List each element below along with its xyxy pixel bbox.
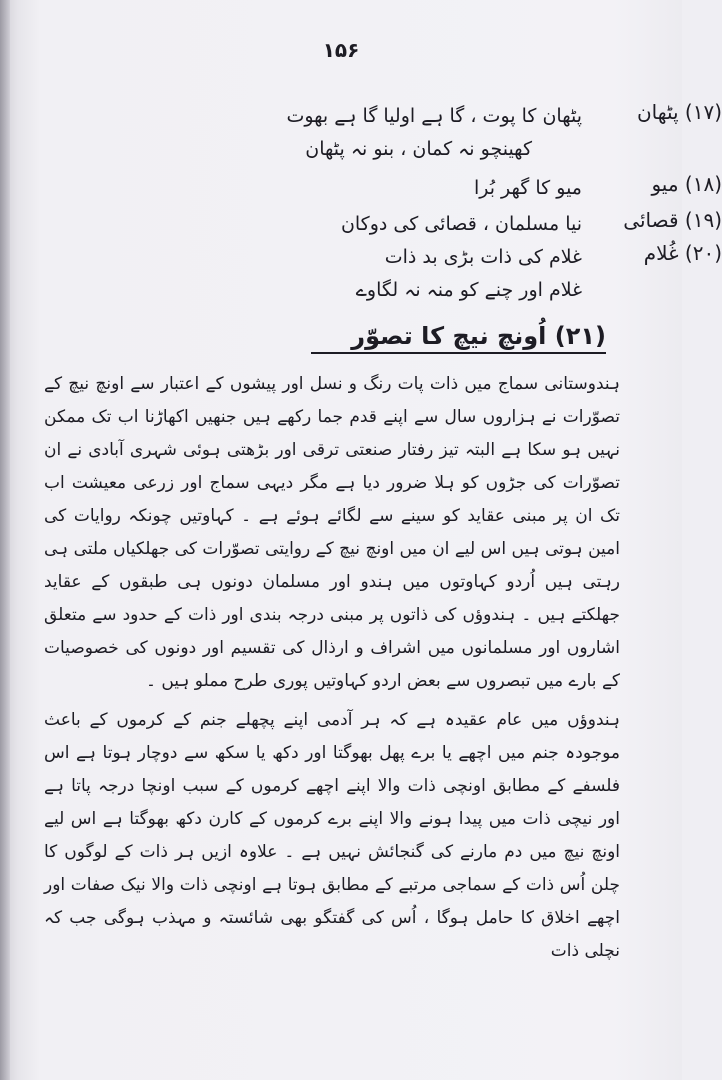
entry-label: (۱۷) پٹھان	[636, 100, 722, 124]
page-number: ۱۵۶	[322, 38, 360, 62]
entry-label: (۱۹) قصائی	[623, 208, 722, 232]
entry-label: (۱۸) میو	[651, 172, 722, 196]
entry-pathan	[182, 100, 722, 166]
proverb-line: پٹھان کا پوت ، گا ہے اولیا گا ہے بھوت	[286, 105, 582, 127]
proverb-line: غلام کی ذات بڑی بد ذات	[384, 246, 582, 268]
paragraph: ہندوستانی سماج میں ذات پات رنگ و نسل اور پیشوں کے اعتبار سے اونچ نیچ کے تصوّرات نے ہزاروں سال سے اپنے قدم جما رکھے ہیں جنھیں اکھاڑنا اب تک ممکن نہیں ہو سکا ہے البتہ تیز رفتار صنعتی ترقی اور بڑھتی ہوئی شہری آبادی نے ان تصوّرات کی جڑوں کو ہلا ضرور دیا ہے مگر دیہی سماج اور زرعی معیشت اب تک ان پر مبنی عقاید کو سینے سے لگائے ہوئے ہے ۔ کہاوتیں چونکہ روایات کی امین ہوتی ہیں اس لیے ان میں اونچ نیچ کے روایتی تصوّرات کی جھلکیاں ملتی ہی رہتی ہیں اُردو کہاوتوں میں ہندو اور مسلمان دونوں ہی طبقوں کے عقاید جھلکتے ہیں ۔ ہندوؤں کی ذاتوں پر مبنی درجہ بندی اور ذات کے حدود سے متعلق اشاروں اور مسلمانوں میں اشراف و ارذال کی تقسیم اور دونوں کی خصوصیات کے بارے میں تبصروں سے بعض اردو کہاوتیں پوری طرح مملو ہیں ۔	[44, 374, 620, 691]
entry-meo	[182, 172, 722, 208]
entry-ghulam	[182, 241, 722, 307]
proverb-line: کھینچو نہ کمان ، بنو نہ پٹھان	[305, 138, 532, 160]
entry-qasai	[182, 208, 722, 241]
paragraph: ہندوؤں میں عام عقیدہ ہے کہ ہر آدمی اپنے پچھلے جنم کے کرموں کے باعث موجودہ جنم میں اچھے یا برے پھل بھوگتا اور دکھ یا سکھ سے دوچار ہوتا ہے اس فلسفے کے مطابق اونچی ذات والا اپنے اچھے کرموں کے سبب اونچا درجہ پاتا ہے اور نیچی ذات میں پیدا ہونے والا اپنے برے کرموں کے کارن دکھ بھوگتا ہے اس لیے اونچ نیچ میں دم مارنے کی گنجائش نہیں ہے ۔ علاوہ ازیں ہر ذات کے لوگوں کا چلن اُس ذات کے سماجی مرتبے کے مطابق ہوتا ہے اونچی ذات والا نیک صفات اور اچھے اخلاق کا حامل ہوگا ، اُس کی گفتگو بھی شائستہ و مہذب ہوگی جب کہ نچلی ذات	[44, 710, 620, 961]
proverb-line: میو کا گھر بُرا	[473, 177, 582, 199]
section-heading: (۲۱) اُونچ نیچ کا تصوّر	[311, 322, 606, 354]
proverb-line: نیا مسلمان ، قصائی کی دوکان	[340, 213, 582, 235]
entry-label: (۲۰) غُلام	[643, 241, 722, 265]
proverb-entries	[182, 100, 722, 307]
book-spine-shadow	[0, 0, 10, 1080]
body-text	[44, 368, 620, 968]
proverb-line: غلام اور چنے کو منہ نہ لگاوے	[355, 279, 582, 301]
